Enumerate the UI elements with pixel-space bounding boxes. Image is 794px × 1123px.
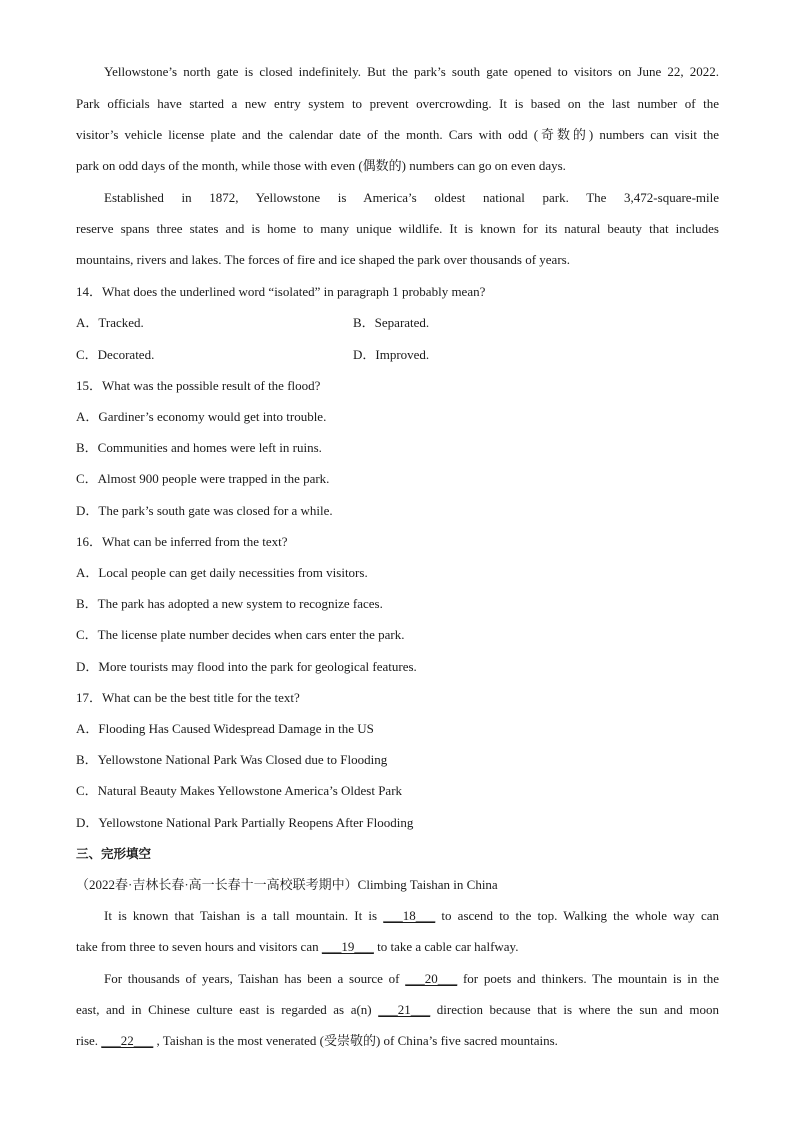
question-17-stem: 17．What can be the best title for the text? — [76, 690, 300, 705]
question-16-option-b[interactable]: B．The park has adopted a new system to recognize faces. — [76, 596, 383, 611]
cloze-source-title: （2022春·吉林长春·高一长春十一高校联考期中）Climbing Taishan in China — [76, 877, 498, 892]
question-14-options-row-1 — [76, 313, 719, 333]
question-14-option-b[interactable]: B．Separated. — [353, 315, 430, 330]
cloze-text: rise. — [76, 1033, 102, 1048]
passage-p1-line-3: visitor’s vehicle license plate and the calendar date of the month. Cars with odd (奇数的) numbers can visit the — [76, 127, 719, 142]
question-15-option-a[interactable]: A．Gardiner’s economy would get into trouble. — [76, 409, 327, 424]
cloze-blank-19[interactable]: ___19___ — [321, 939, 374, 954]
cloze-p1-line-1 — [76, 906, 719, 926]
question-17-option-a[interactable]: A．Flooding Has Caused Widespread Damage in the US — [76, 721, 374, 736]
question-17-option-b[interactable]: B．Yellowstone National Park Was Closed due to Flooding — [76, 752, 388, 767]
question-14-stem: 14．What does the underlined word “isolated” in paragraph 1 probably mean? — [76, 284, 486, 299]
passage-p1-line-1: Yellowstone’s north gate is closed indefinitely. But the park’s south gate opened to visitors on June 22, 2022. — [104, 64, 719, 79]
question-15-option-d[interactable]: D．The park’s south gate was closed for a while. — [76, 503, 333, 518]
cloze-text: direction because that is where the sun and moon — [430, 1002, 719, 1017]
passage-p2-line-2: reserve spans three states and is home to many unique wildlife. It is known for its natural beauty that includes — [76, 221, 719, 236]
question-17-option-d[interactable]: D．Yellowstone National Park Partially Reopens After Flooding — [76, 815, 414, 830]
question-14-option-c[interactable]: C．Decorated. — [76, 347, 155, 362]
cloze-blank-22[interactable]: ___22___ — [101, 1033, 154, 1048]
question-15-option-b[interactable]: B．Communities and homes were left in ruins. — [76, 440, 322, 455]
cloze-blank-21[interactable]: ___21___ — [378, 1002, 431, 1017]
cloze-text: , Taishan is the most venerated (受崇敬的) of China’s five sacred mountains. — [153, 1033, 558, 1048]
question-16-option-d[interactable]: D．More tourists may flood into the park for geological features. — [76, 659, 417, 674]
cloze-blank-20[interactable]: ___20___ — [405, 971, 458, 986]
question-16-option-c[interactable]: C．The license plate number decides when cars enter the park. — [76, 627, 405, 642]
cloze-text: It is known that Taishan is a tall mountain. It is — [104, 908, 384, 923]
passage-p1-line-2: Park officials have started a new entry system to prevent overcrowding. It is based on the last number of the — [76, 96, 719, 111]
question-14-options-row-2 — [76, 345, 719, 365]
question-16-stem: 16．What can be inferred from the text? — [76, 534, 288, 549]
question-16-option-a[interactable]: A．Local people can get daily necessities from visitors. — [76, 565, 368, 580]
question-14-option-d[interactable]: D．Improved. — [353, 347, 430, 362]
question-17-option-c[interactable]: C．Natural Beauty Makes Yellowstone America’s Oldest Park — [76, 783, 403, 798]
cloze-p2-line-3 — [76, 1031, 558, 1051]
passage-p2-line-1: Established in 1872, Yellowstone is America’s oldest national park. The 3,472-square-mile — [104, 190, 719, 205]
section-heading: 三、完形填空 — [76, 846, 152, 861]
cloze-text: For thousands of years, Taishan has been a source of — [104, 971, 406, 986]
cloze-text: take from three to seven hours and visitors can — [76, 939, 322, 954]
passage-p1-line-4: park on odd days of the month, while those with even (偶数的) numbers can go on even days. — [76, 158, 566, 173]
question-15-option-c[interactable]: C．Almost 900 people were trapped in the park. — [76, 471, 330, 486]
question-15-stem: 15．What was the possible result of the flood? — [76, 378, 321, 393]
cloze-p2-line-2 — [76, 1000, 719, 1020]
cloze-text: to take a cable car halfway. — [373, 939, 519, 954]
cloze-blank-18[interactable]: ___18___ — [383, 908, 436, 923]
question-14-option-a[interactable]: A．Tracked. — [76, 315, 144, 330]
cloze-text: to ascend to the top. Walking the whole way can — [435, 908, 719, 923]
cloze-text: for poets and thinkers. The mountain is in the — [457, 971, 719, 986]
cloze-p2-line-1 — [76, 969, 719, 989]
cloze-p1-line-2 — [76, 937, 518, 957]
passage-p2-line-3: mountains, rivers and lakes. The forces of fire and ice shaped the park over thousands of years. — [76, 252, 570, 267]
cloze-text: east, and in Chinese culture east is regarded as a(n) — [76, 1002, 379, 1017]
